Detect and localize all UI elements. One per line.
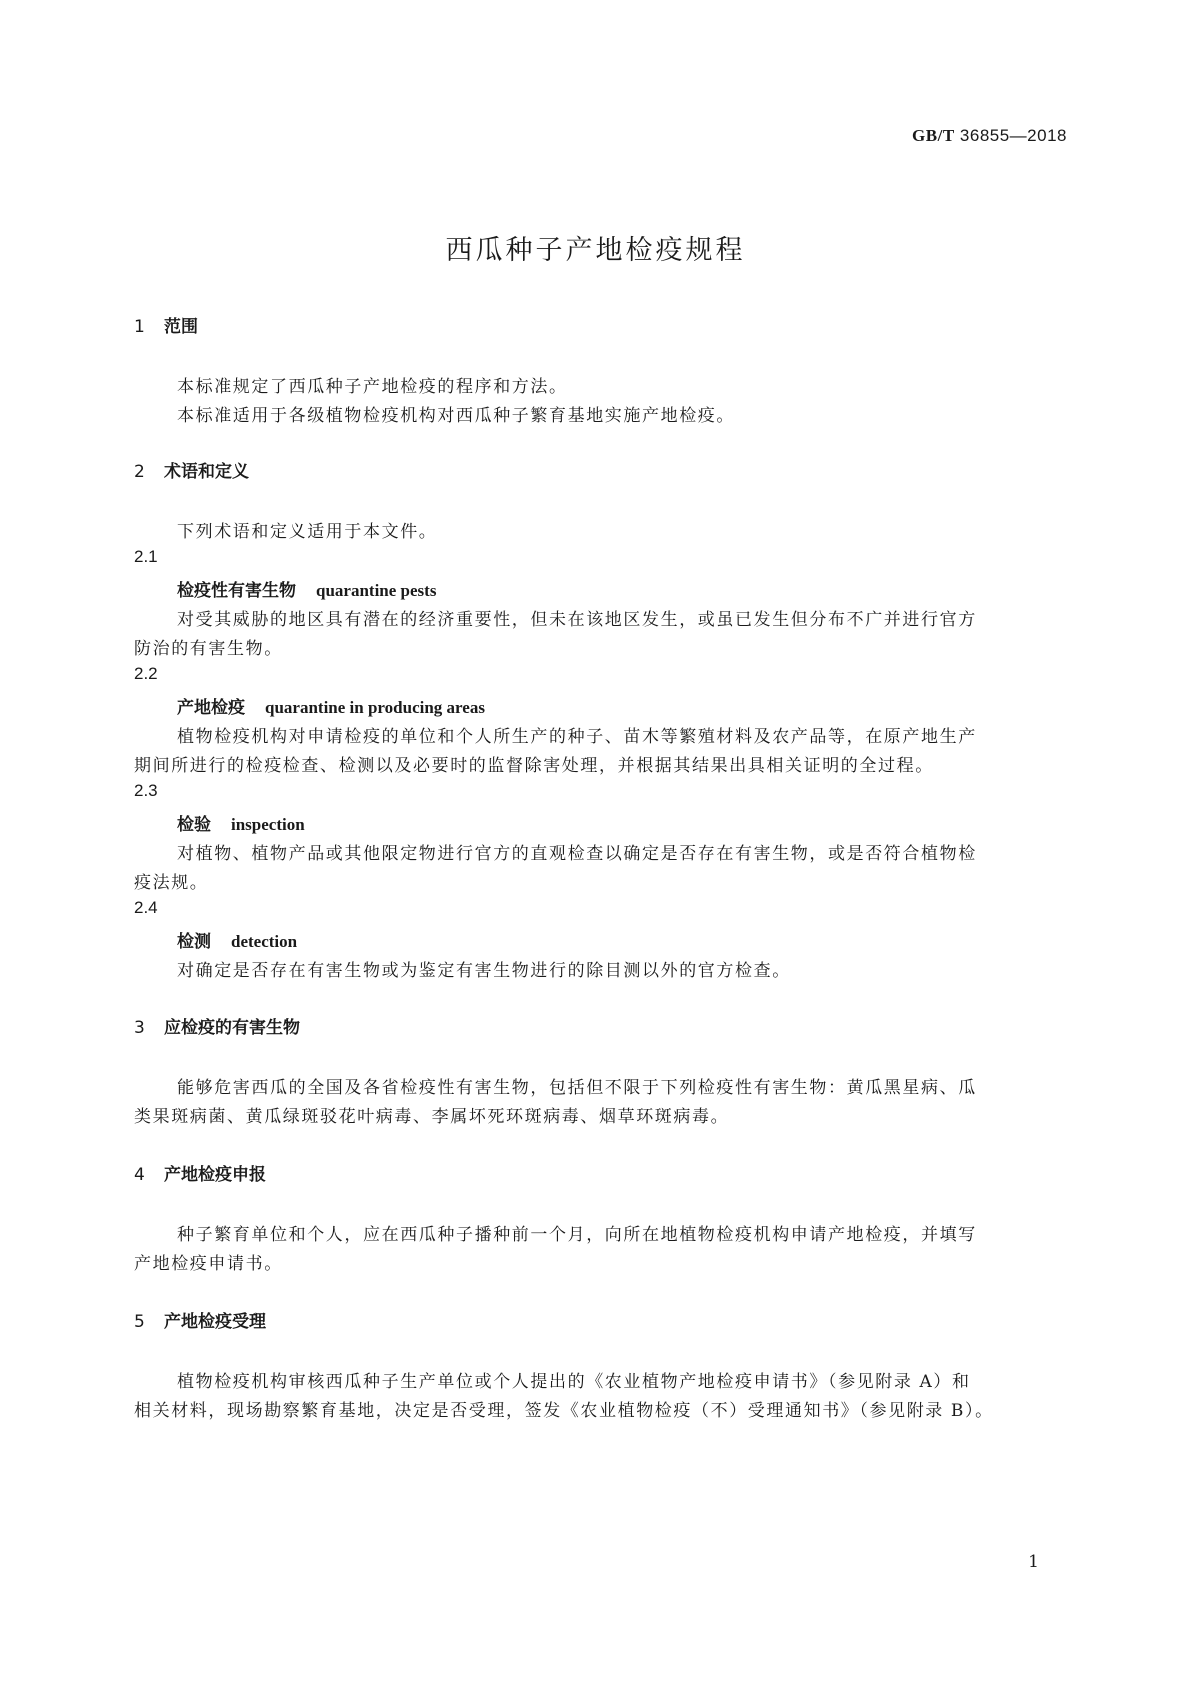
section-1-para-1: 本标准规定了西瓜种子产地检疫的程序和方法。: [177, 377, 568, 397]
page-number: 1: [1028, 1552, 1039, 1572]
section-4-heading: 4 产地检疫申报: [134, 1165, 266, 1185]
term-2-2-definition-line-1: 植物检疫机构对申请检疫的单位和个人所生产的种子、苗木等繁殖材料及农产品等，在原产地生产: [177, 727, 977, 747]
section-3-para-line-2: 类果斑病菌、黄瓜绿斑驳花叶病毒、李属坏死环斑病毒、烟草环斑病毒。: [134, 1107, 730, 1127]
section-3-heading: 3 应检疫的有害生物: [134, 1018, 300, 1038]
clause-2-2-number: 2.2: [134, 664, 158, 683]
term-2-3-definition-line-1: 对植物、植物产品或其他限定物进行官方的直观检查以确定是否存在有害生物，或是否符合植物检: [177, 844, 977, 864]
clause-2-3-number: 2.3: [134, 781, 158, 800]
section-2-intro: 下列术语和定义适用于本文件。: [177, 522, 438, 542]
section-2-heading: 2 术语和定义: [134, 462, 249, 482]
term-2-3-definition-line-2: 疫法规。: [134, 873, 209, 893]
term-2-4-definition: 对确定是否存在有害生物或为鉴定有害生物进行的除目测以外的官方检查。: [177, 961, 791, 981]
section-3-para-line-1: 能够危害西瓜的全国及各省检疫性有害生物，包括但不限于下列检疫性有害生物：黄瓜黑星病、瓜: [177, 1078, 977, 1098]
term-2-4: 检测 detection: [177, 932, 298, 952]
standard-code: GB/T 36855—2018: [912, 126, 1067, 145]
clause-2-4-number: 2.4: [134, 898, 158, 917]
page-title: 西瓜种子产地检疫规程: [445, 235, 746, 266]
section-5-para-line-1: 植物检疫机构审核西瓜种子生产单位或个人提出的《农业植物产地检疫申请书》（参见附录 A）和: [177, 1372, 971, 1392]
term-2-1-definition-line-1: 对受其威胁的地区具有潜在的经济重要性，但未在该地区发生，或虽已发生但分布不广并进行官方: [177, 610, 977, 630]
clause-2-1-number: 2.1: [134, 547, 158, 566]
section-4-para-line-1: 种子繁育单位和个人，应在西瓜种子播种前一个月，向所在地植物检疫机构申请产地检疫，并填写: [177, 1225, 977, 1245]
section-1-para-2: 本标准适用于各级植物检疫机构对西瓜种子繁育基地实施产地检疫。: [177, 406, 735, 426]
section-4-para-line-2: 产地检疫申请书。: [134, 1254, 283, 1274]
term-2-2: 产地检疫 quarantine in producing areas: [177, 698, 485, 718]
term-2-1-definition-line-2: 防治的有害生物。: [134, 639, 283, 659]
section-1-heading: 1 范围: [134, 317, 198, 337]
term-2-1: 检疫性有害生物 quarantine pests: [177, 581, 437, 601]
term-2-3: 检验 inspection: [177, 815, 305, 835]
term-2-2-definition-line-2: 期间所进行的检疫检查、检测以及必要时的监督除害处理，并根据其结果出具相关证明的全过程。: [134, 756, 934, 776]
section-5-para-line-2: 相关材料，现场勘察繁育基地，决定是否受理，签发《农业植物检疫（不）受理通知书》（参见附录 B）。: [134, 1401, 994, 1421]
section-5-heading: 5 产地检疫受理: [134, 1312, 266, 1332]
